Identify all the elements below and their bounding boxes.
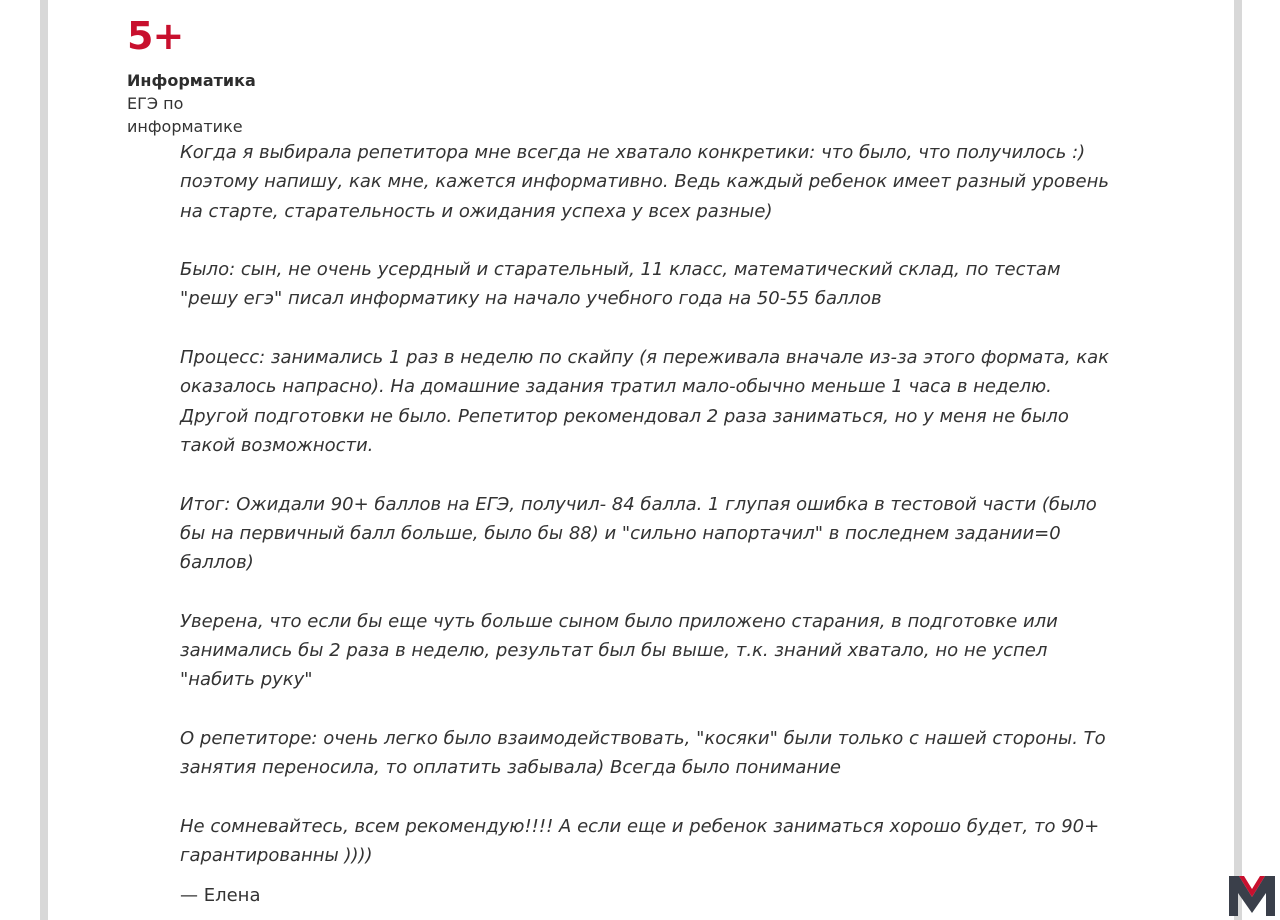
review-paragraph: Не сомневайтесь, всем рекомендую!!!! А если еще и ребенок заниматься хорошо будет, то 90+ гарантированны )))) bbox=[180, 815, 1100, 867]
review-paragraph: Процесс: занимались 1 раз в неделю по скайпу (я переживала вначале из-за этого формата, как оказалось напрасно). На домашние задания тратил мало-обычно меньше 1 часа в неделю. Другой подготовки не было. Репетитор рекомендовал 2 раза заниматься, но у меня не было такой возможности. bbox=[180, 347, 1110, 456]
m-logo-icon bbox=[1227, 873, 1277, 917]
review-paragraph: О репетиторе: очень легко было взаимодействовать, "косяки" были только с нашей стороны. То занятия переносила, то оплатить забывала) Всегда было понимание bbox=[180, 727, 1106, 779]
right-border-strip bbox=[1234, 0, 1242, 920]
review-paragraph: Уверена, что если бы еще чуть больше сыном было приложено старания, в подготовке или занимались бы 2 раза в неделю, результат был бы выше, т.к. знаний хватало, но не успел "набить руку" bbox=[180, 610, 1058, 691]
review-author: — Елена bbox=[180, 885, 261, 906]
review-card bbox=[48, 0, 1234, 920]
review-paragraph: Было: сын, не очень усердный и старательный, 11 класс, математический склад, по тестам "решу егэ" писал информатику на начало учебного года на 50-55 баллов bbox=[180, 259, 1061, 310]
subject-title: Информатика bbox=[127, 71, 256, 90]
topic-label: ЕГЭ по информатике bbox=[127, 94, 243, 136]
left-border-strip bbox=[40, 0, 48, 920]
review-paragraph: Когда я выбирала репетитора мне всегда не хватало конкретики: что было, что получилось :) поэтому напишу, как мне, кажется информативно. Ведь каждый ребенок имеет разный уровень на старте, старательность и ожидания успеха у всех разные) bbox=[180, 142, 1110, 222]
review-text bbox=[180, 138, 1120, 870]
grade-badge: 5+ bbox=[127, 14, 184, 58]
review-paragraph: Итог: Ожидали 90+ баллов на ЕГЭ, получил- 84 балла. 1 глупая ошибка в тестовой части (было бы на первичный балл больше, было бы 88) и "сильно напортачил" в последнем задании=0 баллов) bbox=[180, 493, 1097, 574]
